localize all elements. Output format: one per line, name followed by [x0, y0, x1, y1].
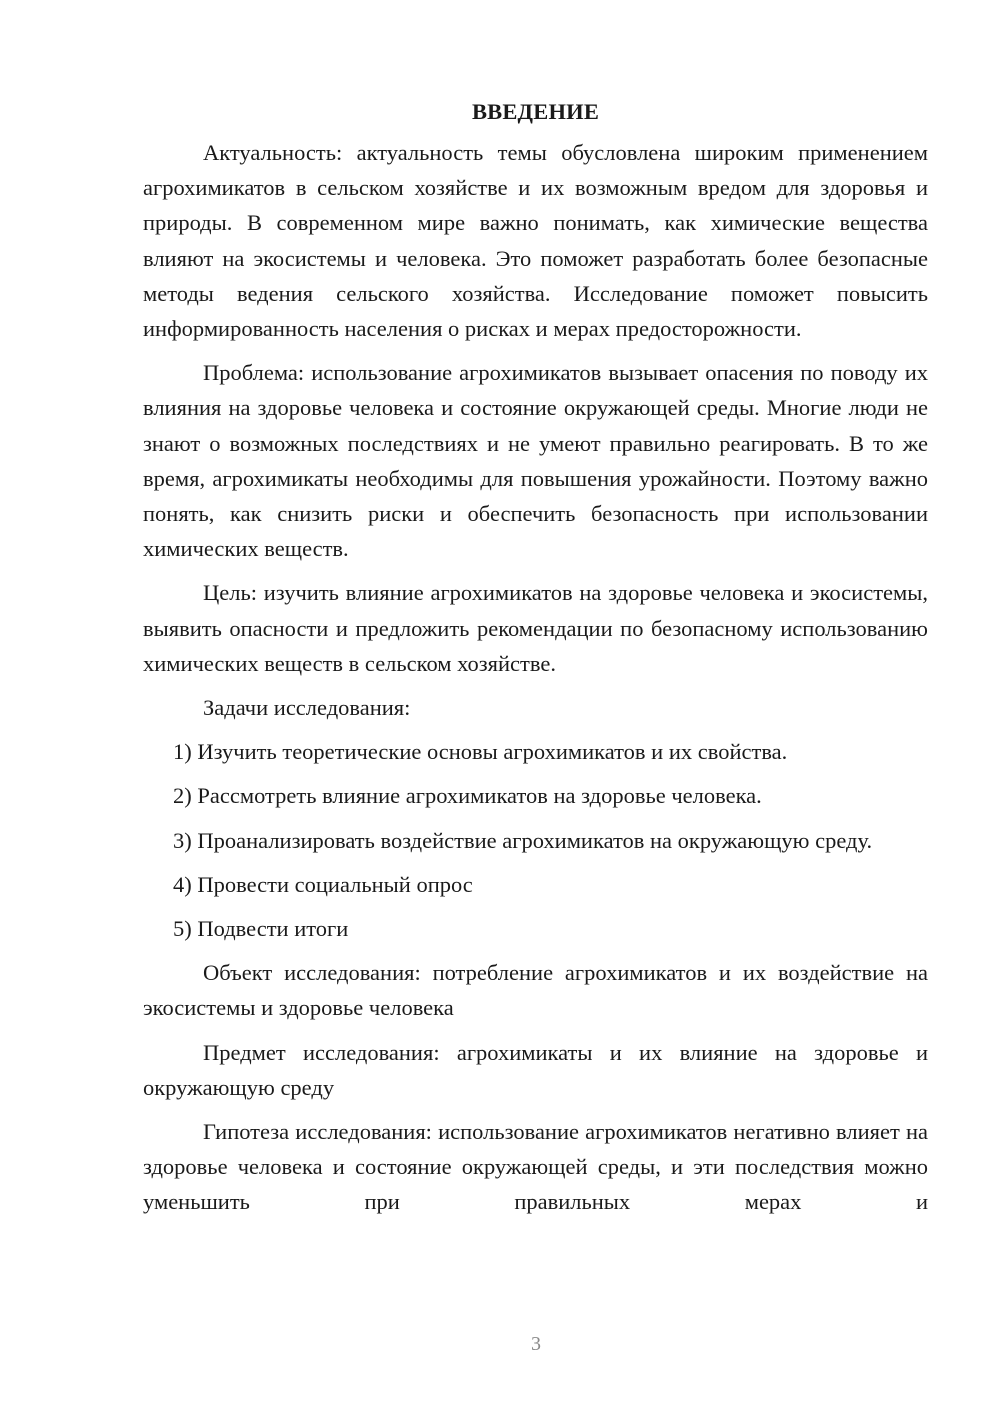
tasks-heading: Задачи исследования: [203, 695, 411, 721]
problem-paragraph: Проблема: использование агрохимикатов вызывает опасения по поводу их влияния на здоровье человека и состояние окружающей среды. Многие люди не знают о возможных последствиях и не умеют правильно реагировать. В то же время, агрохимикаты необходимы для повышения урожайности. Поэтому важно понять, как снизить риски и обеспечить безопасность при использовании химических веществ. [143, 360, 928, 562]
task-item-5: 5) Подвести итоги [173, 916, 349, 942]
object-paragraph: Объект исследования: потребление агрохимикатов и их воздействие на экосистемы и здоровье человека [143, 960, 928, 1021]
relevance-paragraph: Актуальность: актуальность темы обусловлена широким применением агрохимикатов в сельском хозяйстве и их возможным вредом для здоровья и природы. В современном мире важно понимать, как химические вещества влияют на экосистемы и человека. Это поможет разработать более безопасные методы ведения сельского хозяйства. Исследование поможет повысить информированность населения о рисках и мерах предосторожности. [143, 140, 928, 342]
subject-paragraph: Предмет исследования: агрохимикаты и их влияние на здоровье и окружающую среду [143, 1039, 928, 1100]
goal-paragraph: Цель: изучить влияние агрохимикатов на здоровье человека и экосистемы, выявить опасности и предложить рекомендации по безопасному использованию химических веществ в сельском хозяйстве. [143, 580, 928, 676]
page-number: 3 [531, 1333, 541, 1355]
task-item-2: 2) Рассмотреть влияние агрохимикатов на здоровье человека. [173, 783, 762, 809]
document-page [143, 94, 928, 1229]
document-title: ВВЕДЕНИЕ [471, 99, 600, 124]
task-item-4: 4) Провести социальный опрос [173, 871, 473, 897]
task-item-1: 1) Изучить теоретические основы агрохимикатов и их свойства. [173, 739, 788, 765]
task-item-3: 3) Проанализировать воздействие агрохимикатов на окружающую среду. [173, 827, 873, 853]
hypothesis-paragraph: Гипотеза исследования: использование агрохимикатов негативно влияет на здоровье человека и состояние окружающей среды, и эти последствия можно уменьшить при правильных мерах и [143, 1119, 928, 1215]
